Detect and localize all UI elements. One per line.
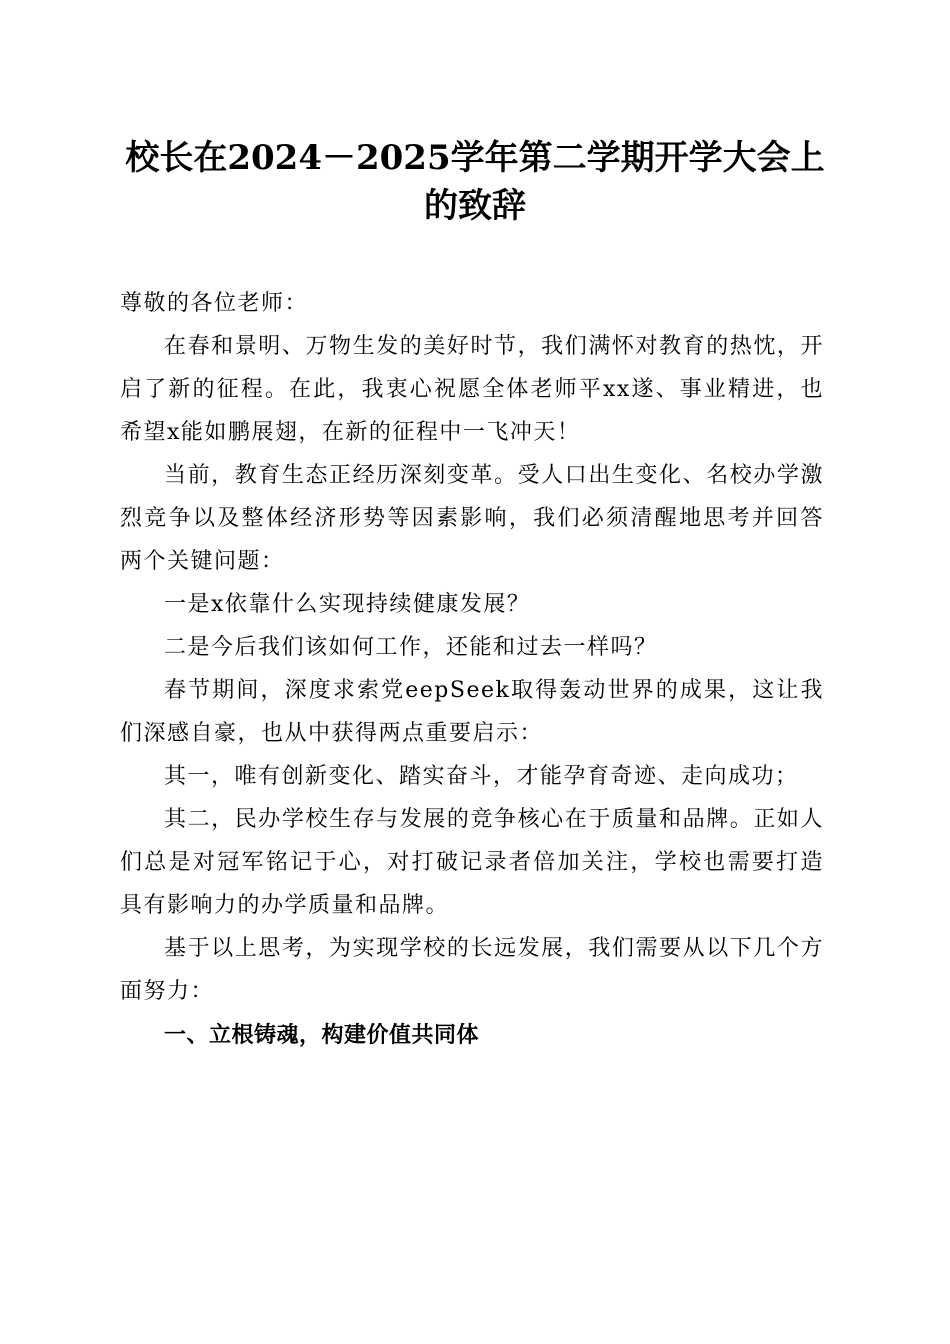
paragraph-insight-one: 其一，唯有创新变化、踏实奋斗，才能孕育奇迹、走向成功； (164, 764, 799, 789)
paragraph-deepseek: 春节期间，深度求索党eepSeek取得轰动世界的成果，这让我们深感自豪，也从中获得两点重要启示： (120, 678, 824, 746)
salutation: 尊敬的各位老师： (120, 291, 309, 316)
paragraph-question-one: 一是x依靠什么实现持续健康发展？ (164, 592, 531, 617)
paragraph-greeting: 在春和景明、万物生发的美好时节，我们满怀对教育的热忱，开启了新的征程。在此，我衷心祝愿全体老师平xx遂、事业精进，也希望x能如鹏展翅，在新的征程中一飞冲天！ (120, 334, 824, 445)
paragraph-insight-two: 其二，民办学校生存与发展的竞争核心在于质量和品牌。正如人们总是对冠军铭记于心，对打破记录者倍加关注，学校也需要打造具有影响力的办学质量和品牌。 (120, 807, 824, 918)
document-body (120, 282, 824, 1057)
section-heading: 一、立根铸魂，构建价值共同体 (164, 1023, 480, 1048)
document-title: 校长在2024－2025学年第二学期开学大会上的致辞 (125, 138, 825, 226)
paragraph-context: 当前，教育生态正经历深刻变革。受人口出生变化、名校办学激烈竞争以及整体经济形势等因素影响，我们必须清醒地思考并回答两个关键问题： (120, 463, 824, 574)
paragraph-conclusion: 基于以上思考，为实现学校的长远发展，我们需要从以下几个方面努力： (120, 936, 824, 1004)
paragraph-question-two: 二是今后我们该如何工作，还能和过去一样吗？ (164, 635, 658, 660)
